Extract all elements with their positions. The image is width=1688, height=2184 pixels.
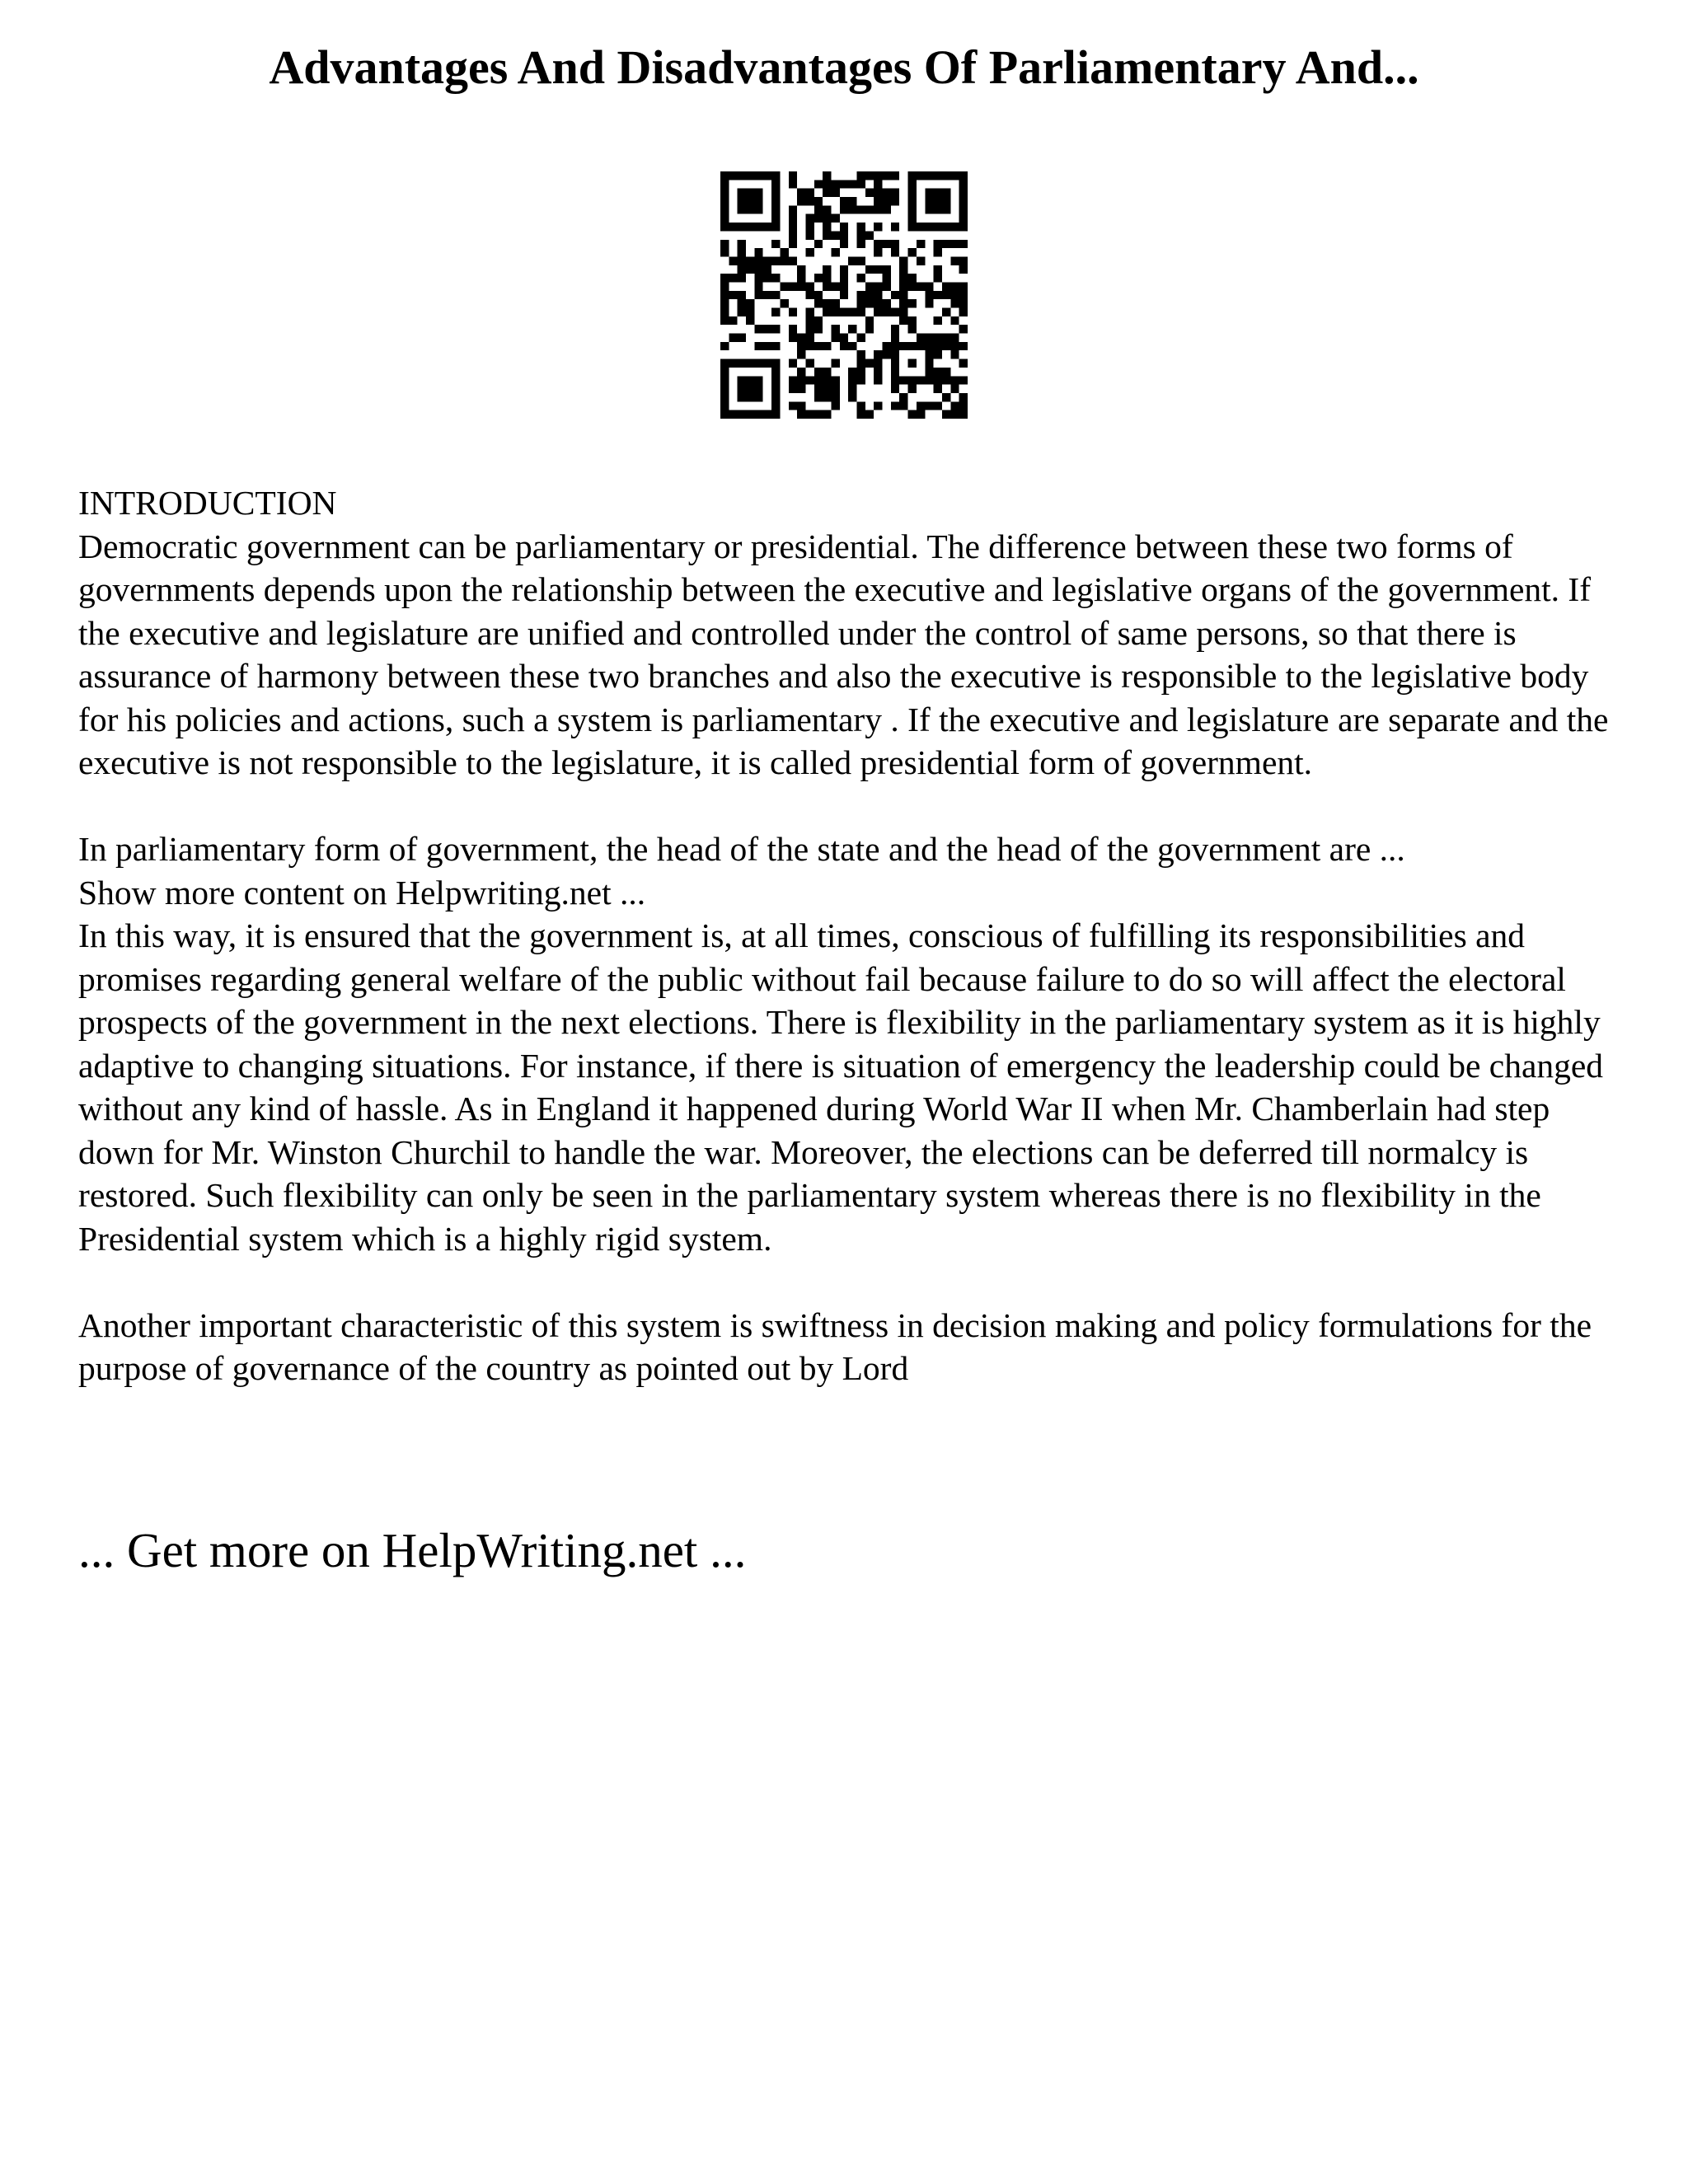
article-body <box>78 481 1628 1390</box>
paragraph-swiftness: Another important characteristic of this system is swiftness in decision making and policy formulations for the purpose of governance of the country as pointed out by Lord <box>78 1305 1592 1387</box>
qr-code-icon <box>720 171 968 419</box>
paragraph-intro: Democratic government can be parliamentary or presidential. The difference between these two forms of governments depends upon the relationship between the executive and legislative organs of the government. If the executive and legislature are unified and controlled under the control of same persons, so that there is assurance of harmony between these two branches and also the executive is responsible to the legislative body for his policies and actions, such a system is parliamentary . If the executive and legislature are separate and the executive is not responsible to the legislature, it is called presidential form of government. <box>78 527 1609 781</box>
paragraph-flexibility: In this way, it is ensured that the government is, at all times, conscious of fulfilling its responsibilities and promises regarding general welfare of the public without fail because failure to do so will affect the electoral prospects of the government in the next elections. There is flexibility in the parliamentary system as it is highly adaptive to changing situations. For instance, if there is situation of emergency the leadership could be changed without any kind of hassle. As in England it happened during World War II when Mr. Chamberlain had step down for Mr. Winston Churchil to handle the war. Moreover, the elections can be deferred till normalcy is restored. Such flexibility can only be seen in the parliamentary system whereas there is no flexibility in the Presidential system which is a highly rigid system. <box>78 916 1604 1258</box>
get-more-link[interactable]: ... Get more on HelpWriting.net ... <box>78 1523 747 1577</box>
paragraph-truncated: In parliamentary form of government, the head of the state and the head of the government are ... <box>78 830 1405 868</box>
document-title: Advantages And Disadvantages Of Parliamentary And... <box>269 40 1419 94</box>
show-more-link[interactable]: Show more content on Helpwriting.net ... <box>78 873 646 912</box>
section-heading: INTRODUCTION <box>78 484 337 522</box>
